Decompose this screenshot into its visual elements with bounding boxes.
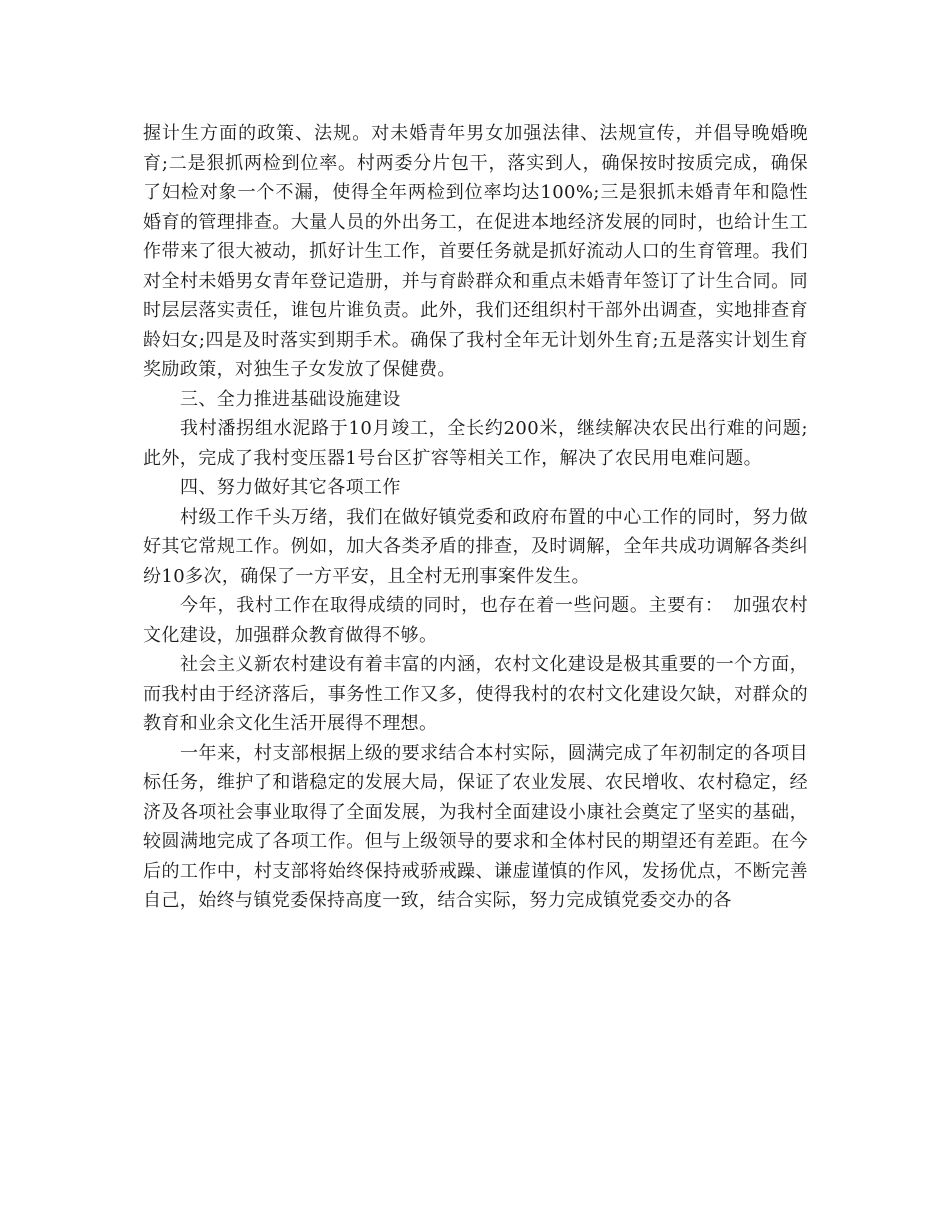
- paragraph-family-planning: 握计生方面的政策、法规。对未婚青年男女加强法律、法规宣传，并倡导晚婚晚育;二是狠抓两检到位率。村两委分片包干，落实到人，确保按时按质完成，确保了妇检对象一个不漏，使得全年两检到位率均达100%;三是狠抓未婚青年和隐性婚育的管理排查。大量人员的外出务工，在促进本地经济发展的同时，也给计生工作带来了很大被动，抓好计生工作，首要任务就是抓好流动人口的生育管理。我们对全村未婚男女青年登记造册，并与育龄群众和重点未婚青年签订了计生合同。同时层层落实责任，谁包片谁负责。此外，我们还组织村干部外出调查，实地排查育龄妇女;四是及时落实到期手术。确保了我村全年无计划外生育;五是落实计划生育奖励政策，对独生子女发放了保健费。: [143, 123, 808, 380]
- section-heading-other-work: 四、努力做好其它各项工作: [180, 477, 401, 498]
- paragraph-other-work: 村级工作千头万绪，我们在做好镇党委和政府布置的中心工作的同时，努力做好其它常规工作。例如，加大各类矛盾的排查，及时调解，全年共成功调解各类纠纷10多次，确保了一方平安，且全村无刑事案件发生。: [143, 506, 808, 587]
- paragraph-rural-culture: 社会主义新农村建设有着丰富的内涵，农村文化建设是极其重要的一个方面，而我村由于经济落后，事务性工作又多，使得我村的农村文化建设欠缺，对群众的教育和业余文化生活开展得不理想。: [143, 654, 808, 734]
- paragraph-summary: 一年来，村支部根据上级的要求结合本村实际，圆满完成了年初制定的各项目标任务，维护了和谐稳定的发展大局，保证了农业发展、农民增收、农村稳定，经济及各项社会事业取得了全面发展，为我村全面建设小康社会奠定了坚实的基础，较圆满地完成了各项工作。但与上级领导的要求和全体村民的期望还有差距。在今后的工作中，村支部将始终保持戒骄戒躁、谦虚谨慎的作风，发扬优点，不断完善自己，始终与镇党委保持高度一致，结合实际，努力完成镇党委交办的各: [143, 742, 808, 911]
- paragraph-problems: 今年，我村工作在取得成绩的同时，也存在着一些问题。主要有： 加强农村文化建设，加强群众教育做得不够。: [143, 595, 808, 646]
- paragraph-infrastructure: 我村潘拐组水泥路于10月竣工，全长约200米，继续解决农民出行难的问题;此外，完成了我村变压器1号台区扩容等相关工作，解决了农民用电难问题。: [143, 418, 808, 469]
- document-body: [143, 119, 808, 916]
- section-heading-infrastructure: 三、全力推进基础设施建设: [180, 388, 401, 410]
